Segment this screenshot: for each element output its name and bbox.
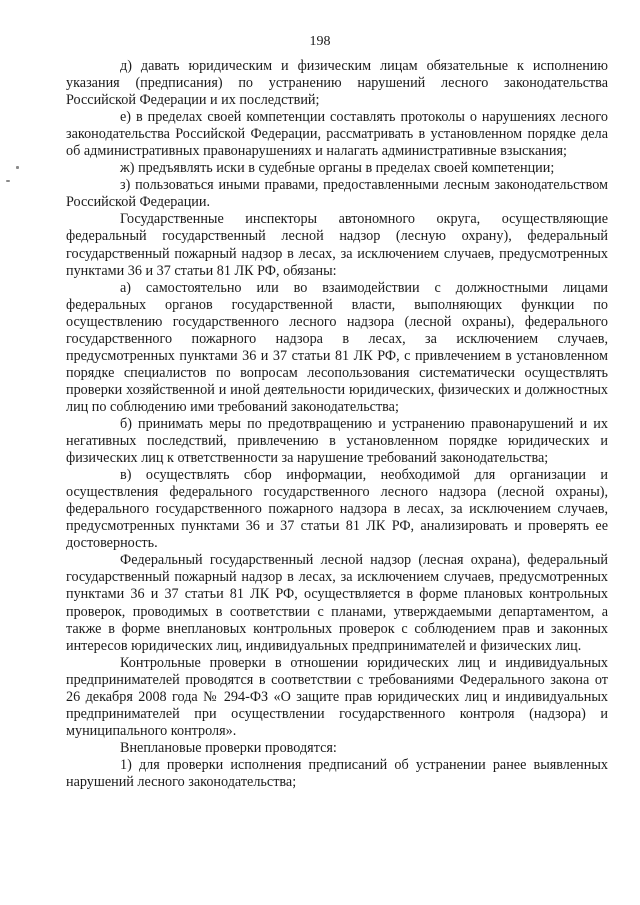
paragraph-d: д) давать юридическим и физическим лицам обязательные к исполнению указания (предписания) по устранению нарушений лесного законодательства Российской Федерации и их последствий; [66, 58, 608, 109]
paragraph-item-1: 1) для проверки исполнения предписаний об устранении ранее выявленных нарушений лесного законодательства; [66, 756, 608, 790]
paragraph-e: е) в пределах своей компетенции составлять протоколы о нарушениях лесного законодательства Российской Федерации, рассматривать в установленном порядке дела об административных правонарушениях и налагать административные взыскания; [66, 109, 608, 160]
paragraph-a: а) самостоятельно или во взаимодействии с должностными лицами федеральных органов государственной власти, выполняющих функции по осуществлению государственного лесного надзора (лесной охраны), федерального государственного пожарного надзора в лесах, за исключением случаев, предусмотренных пунктами 36 и 37 статьи 81 ЛК РФ, с привлечением в установленном порядке специалистов по вопросам лесопользования систематически осуществлять проверки хозяйственной и иной деятельности юридических, физических и должностных лиц по соблюдению ими требований законодательства; [66, 279, 608, 415]
scan-mark [16, 166, 19, 169]
document-body [66, 58, 608, 791]
page-number: 198 [309, 34, 331, 49]
paragraph-unscheduled-intro: Внеплановые проверки проводятся: [120, 739, 337, 756]
paragraph-v: в) осуществлять сбор информации, необходимой для организации и осуществления федерального государственного лесного надзора (лесной охраны), федерального государственного пожарного надзора в лесах, за исключением случаев, предусмотренных пунктами 36 и 37 статьи 81 ЛК РФ, анализировать и проверять ее достоверность. [66, 467, 608, 552]
scan-mark [6, 180, 10, 182]
paragraph-control-checks: Контрольные проверки в отношении юридических лиц и индивидуальных предпринимателей проводятся в соответствии с требованиями Федерального закона от 26 декабря 2008 года № 294-ФЗ «О защите прав юридических лиц и индивидуальных предпринимателей при осуществлении государственного контроля (надзора) и муниципального контроля». [66, 654, 608, 739]
paragraph-b: б) принимать меры по предотвращению и устранению правонарушений и их негативных последствий, привлечению в установленном порядке юридических и физических лиц к ответственности за нарушение требований законодательства; [66, 415, 608, 467]
paragraph-zh: ж) предъявлять иски в судебные органы в пределах своей компетенции; [120, 160, 555, 177]
paragraph-federal-supervision: Федеральный государственный лесной надзор (лесная охрана), федеральный государственный пожарный надзор в лесах, за исключением случаев, предусмотренных пунктами 36 и 37 статьи 81 ЛК РФ, осуществляется в форме плановых контрольных проверок, проводимых в соответствии с планами, утверждаемыми департаментом, а также в форме внеплановых контрольных проверок с соблюдением прав и законных интересов юридических лиц, индивидуальных предпринимателей и физических лиц. [66, 552, 608, 654]
paragraph-z: з) пользоваться иными правами, предоставленными лесным законодательством Российской Федерации. [66, 177, 608, 211]
paragraph-inspectors: Государственные инспекторы автономного округа, осуществляющие федеральный государственный лесной надзор (лесную охрану), федеральный государственный пожарный надзор в лесах, за исключением случаев, предусмотренных пунктами 36 и 37 статьи 81 ЛК РФ, обязаны: [66, 211, 608, 279]
